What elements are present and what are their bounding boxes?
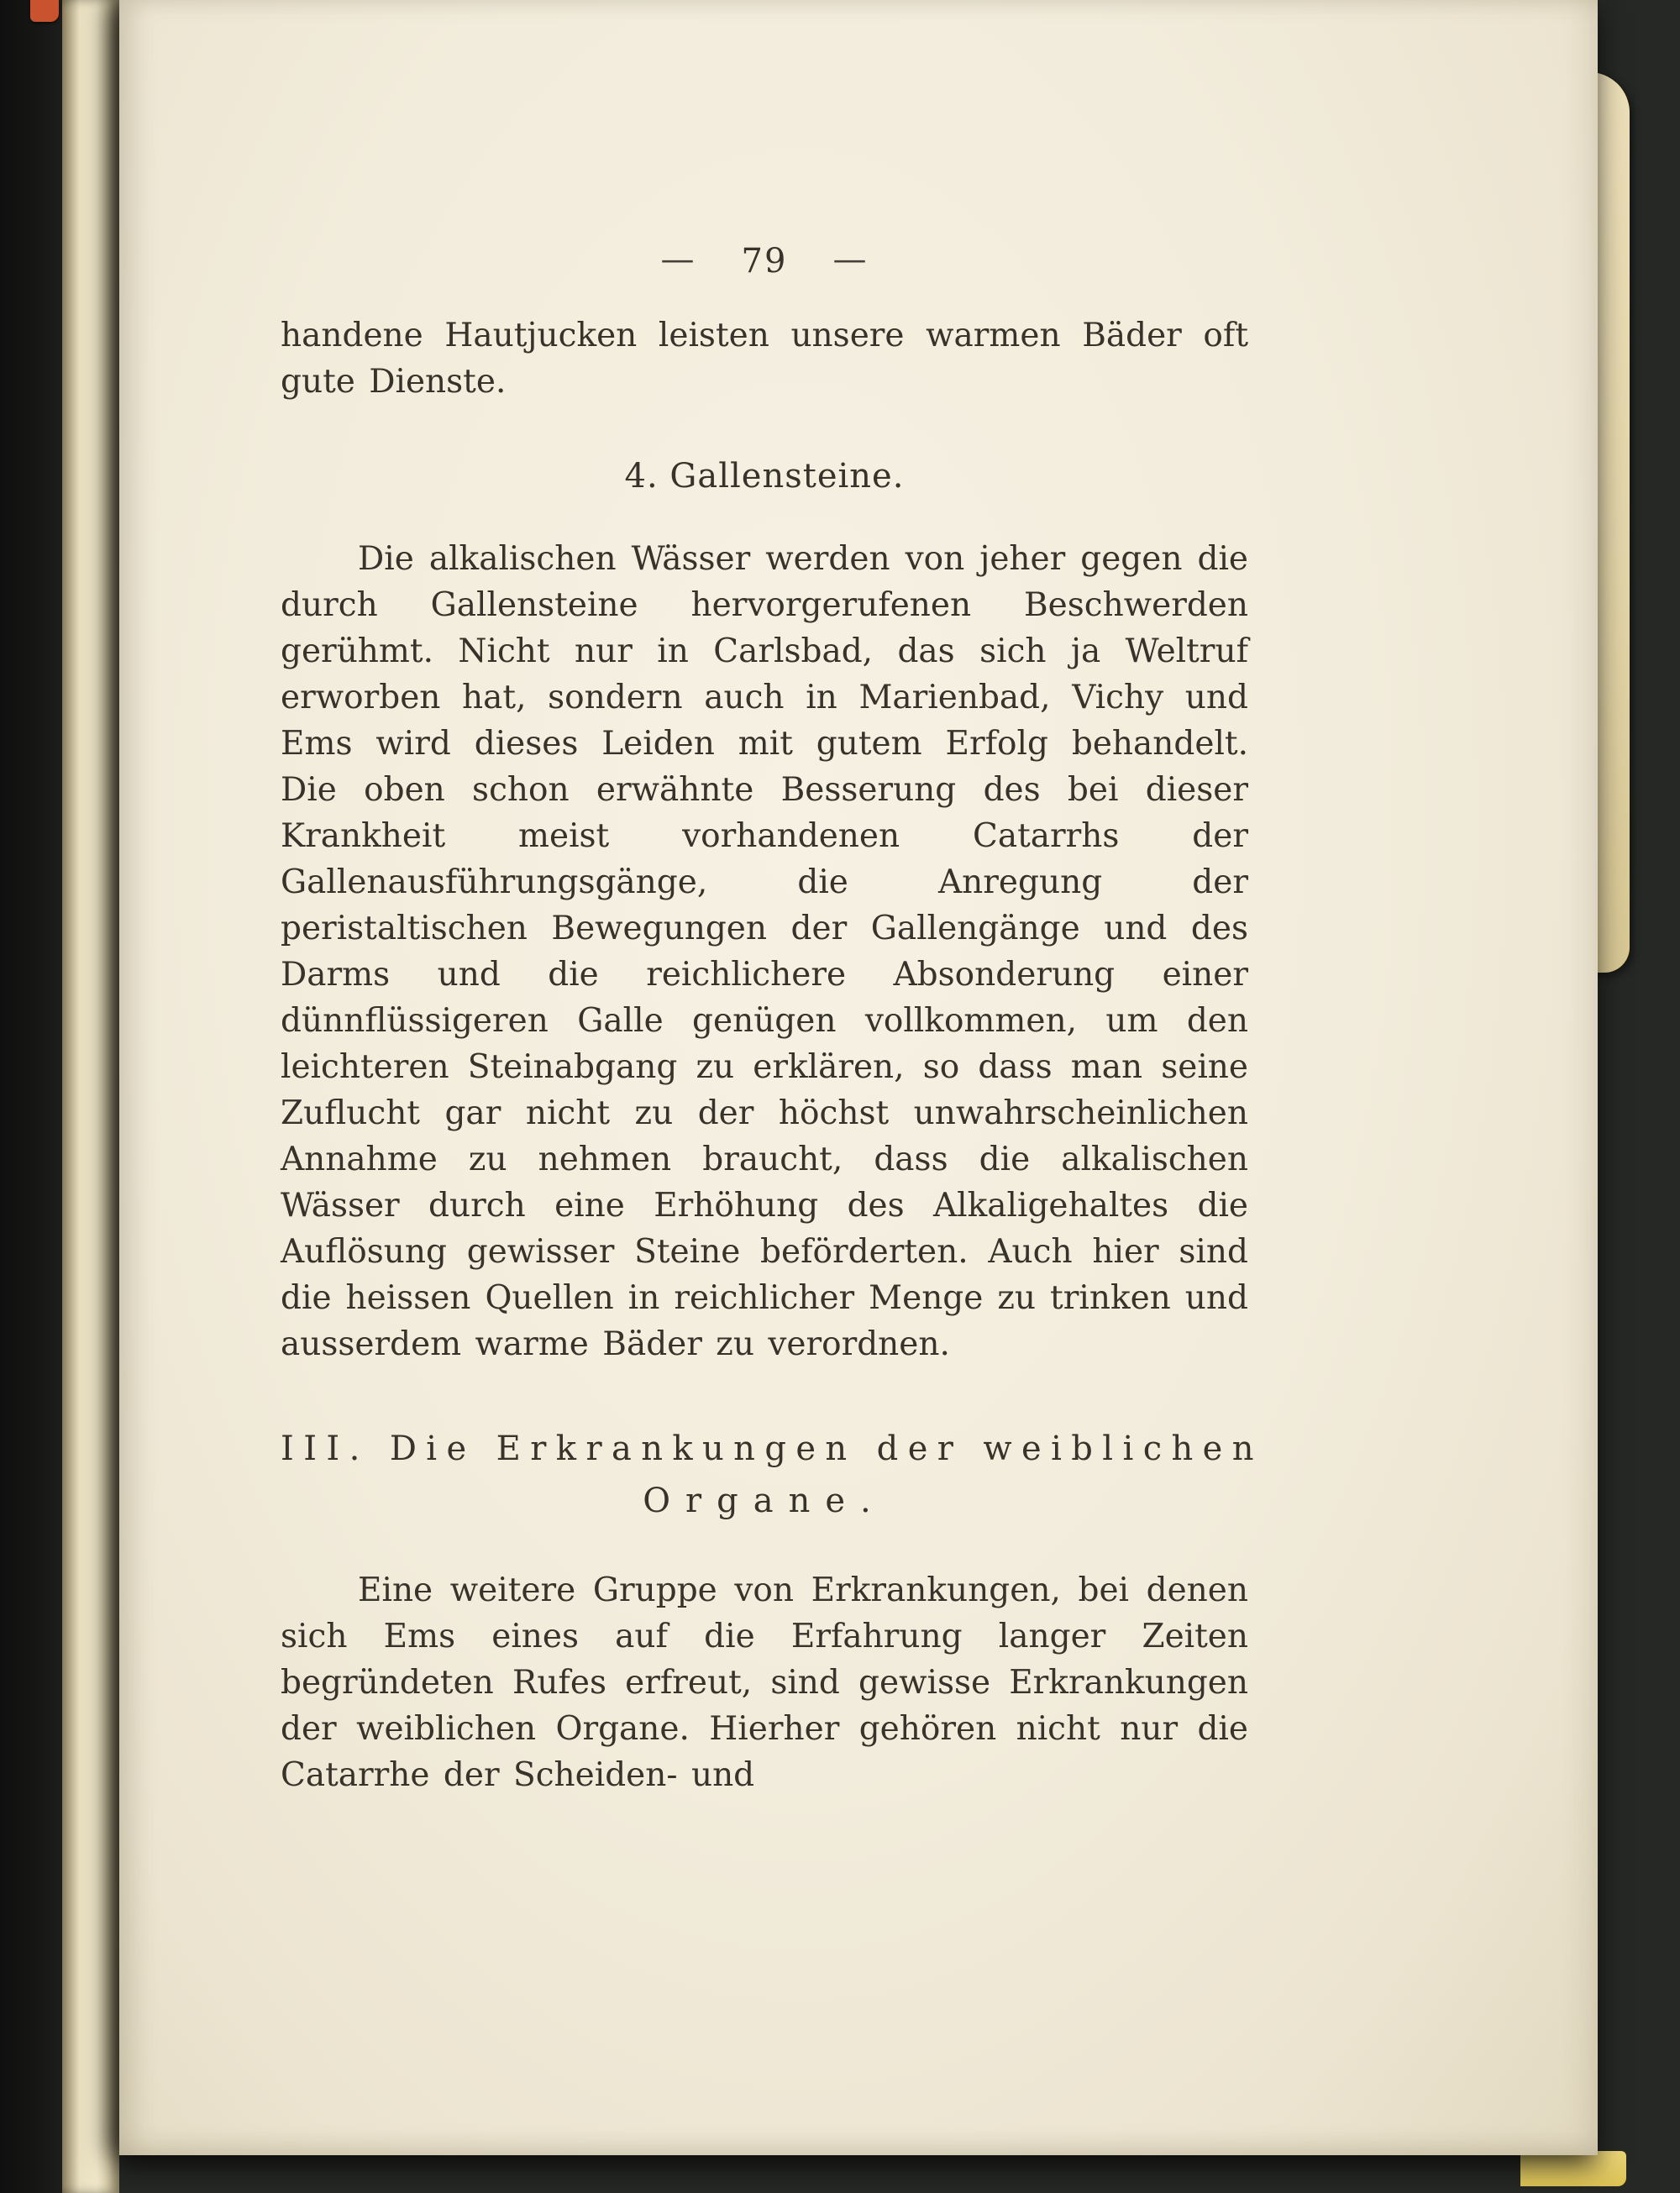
- carryover-paragraph: handene Hautjucken leisten unsere warmen Bäder oft gute Dienste.: [281, 317, 1248, 401]
- page-folio: [281, 242, 1248, 281]
- page-edge-left: [62, 0, 119, 2193]
- book-spine: [0, 0, 62, 2193]
- section-heading-gallensteine: 4. Gallensteine.: [624, 457, 905, 496]
- section-paragraph: Die alkalischen Wässer werden von jeher gegen die durch Gallensteine hervorgerufenen Beschwerden gerühmt. Nicht nur in Carlsbad, das sich ja Weltruf erworben hat, sondern auch in Marienbad, Vichy und Ems wird dieses Leiden mit gutem Erfolg behandelt. Die oben schon erwähnte Besserung des bei dieser Krankheit meist vorhandenen Catarrhs der Gallenausführungsgänge, die Anregung der peristaltischen Bewegungen der Gallengänge und des Darms und die reichlichere Absonderung einer dünnflüssigeren Galle genügen vollkommen, um den leichteren Steinabgang zu erklären, so dass man seine Zuflucht gar nicht zu der höchst unwahrscheinlichen Annahme zu nehmen braucht, dass die alkalischen Wässer durch eine Erhöhung des Alkaligehaltes die Auflösung gewisser Steine beförderten. Auch hier sind die heissen Quellen in reichlicher Menge zu trinken und ausserdem warme Bäder zu verordnen.: [281, 540, 1248, 1363]
- under-page-corner-bottom-right: [1520, 2151, 1626, 2186]
- chapter-paragraph: Eine weitere Gruppe von Erkrankungen, bei denen sich Ems eines auf die Erfahrung langer Zeiten begründeten Rufes erfreut, sind gewisse Erkrankungen der weiblichen Organe. Hierher gehören nicht nur die Catarrhe der Scheiden- und: [281, 1571, 1248, 1794]
- chapter-heading: [281, 1423, 1263, 1527]
- scanned-book-page: [119, 0, 1598, 2155]
- scan-artifact: [30, 0, 59, 22]
- folio-dash-right: —: [832, 240, 869, 279]
- folio-dash-left: —: [660, 240, 696, 279]
- chapter-heading-line2: Organe.: [643, 1482, 886, 1520]
- text-block: [281, 0, 1263, 1798]
- folio-page-number: 79: [741, 242, 788, 281]
- chapter-heading-line1: III. Die Erkrankungen der weiblichen: [281, 1430, 1263, 1468]
